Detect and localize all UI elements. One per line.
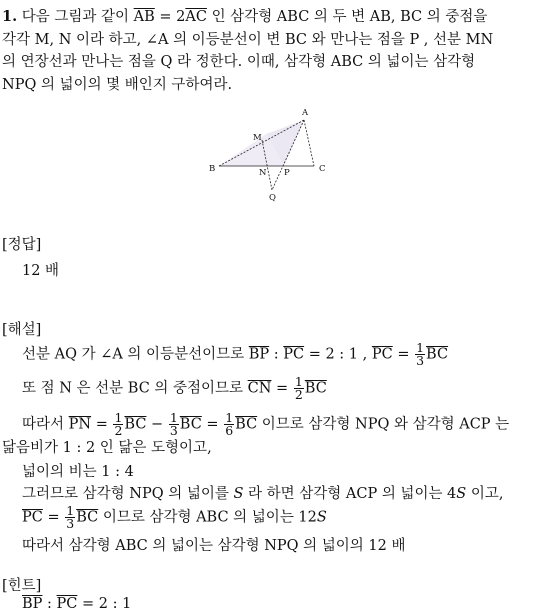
solution-line-7: $\overline{PC}$ = $\frac{1}{3}$ $\overline{BC}$ 이므로 삼각형 ABC 의 넓이는 12S	[22, 503, 327, 531]
segment-ac	[304, 120, 314, 166]
label-m: M	[253, 133, 262, 143]
solution-line-2: 또 점 N 은 선분 BC 의 중점이므로 $\overline{CN}$ = $\frac{1}{2}$ $\overline{BC}$	[22, 374, 327, 402]
solution-line-6: 그러므로 삼각형 NPQ 의 넓이를 S 라 하면 삼각형 ACP 의 넓이는 4S 이고,	[22, 486, 504, 502]
label-a: A	[302, 108, 309, 118]
label-c: C	[319, 164, 326, 174]
label-n: N	[259, 168, 267, 178]
fraction: $\frac{1}{6}$	[225, 410, 234, 438]
answer-header: [정답]	[2, 237, 42, 253]
hint-text: $\overline{BP}$ : $\overline{PC} = 2$ : 1	[22, 596, 132, 612]
fraction: $\frac{1}{3}$	[416, 340, 425, 368]
label-b: B	[209, 164, 216, 174]
problem-text: 1. 다음 그림과 같이 $\overline{AB} = 2\overline{AC}$ 인 삼각형 ABC 의 두 변 AB, BC 의 중점을 각각 M, N 이라 하고, ∠A 의 이등분선이 변 BC 와 만나는 점을 P , 선분 MN 의 연장선과 만나는 점을 Q 라 정한다. 이때, 삼각형 ABC 의 넓이는 삼각형 NPQ 의 넓이의 몇 배인지 구하여라.	[2, 8, 494, 93]
label-p: P	[284, 168, 290, 178]
solution-line-1: 선분 AQ 가 ∠A 의 이등분선이므로 $\overline{BP}$ : $\overline{PC} = 2$ : 1 , $\overline{PC}$ = $\frac{1}{3}$ $\overline{BC}$	[22, 340, 449, 368]
fraction: $\frac{1}{2}$	[294, 374, 303, 402]
fraction: $\frac{1}{2}$	[114, 410, 123, 438]
hint-header: [힌트]	[2, 578, 42, 594]
triangle-figure	[200, 104, 340, 206]
solution-line-4: 닮음비가 1 : 2 인 닮은 도형이고,	[2, 440, 212, 456]
answer-value: 12 배	[22, 263, 60, 279]
solution-header: [해설]	[2, 322, 42, 338]
solution-line-8: 따라서 삼각형 ABC 의 넓이는 삼각형 NPQ 의 넓이의 12 배	[22, 538, 406, 554]
fraction: $\frac{1}{3}$	[169, 410, 178, 438]
fraction: $\frac{1}{3}$	[66, 503, 75, 531]
label-q: Q	[269, 193, 276, 203]
solution-line-5: 넓이의 비는 1 : 4	[22, 464, 134, 480]
problem-number: 1.	[2, 8, 18, 25]
solution-line-3: 따라서 $\overline{PN}$ = $\frac{1}{2}$ $\overline{BC}$ − $\frac{1}{3}$ $\overline{BC}$ = $\frac{1}{6}$ $\overline{BC}$ 이므로 삼각형 NPQ 와 삼각형 ACP 는	[22, 410, 510, 438]
